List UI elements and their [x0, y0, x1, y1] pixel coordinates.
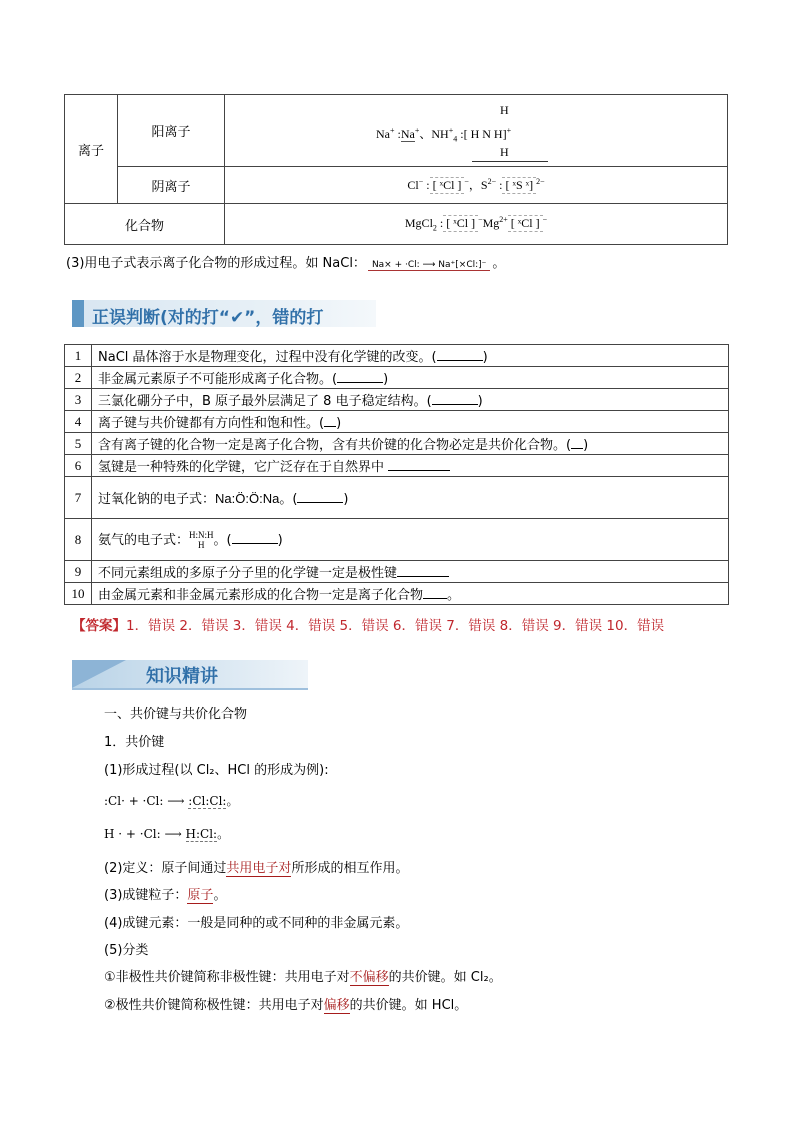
statement-1: NaCl 晶体溶于水是物理变化，过程中没有化学键的改变。( ) — [92, 345, 729, 367]
statement-9: 不同元素组成的多原子分子里的化学键一定是极性键 — [92, 561, 729, 583]
knowledge-line-polar: ②极性共价键简称极性键：共用电子对偏移的共价键。如 HCl。 — [104, 998, 468, 1013]
table-row: 1 NaCl 晶体溶于水是物理变化，过程中没有化学键的改变。( ) — [65, 345, 729, 367]
statement-10: 由金属元素和非金属元素形成的化合物一定是离子化合物 。 — [92, 583, 729, 605]
cation-formula: Na+ :Na+、$NH^+_4$ :[ H N H]+ H H — [225, 95, 728, 167]
true-false-section-title: 正误判断(对的打“✔”，错的打 — [92, 308, 324, 328]
knowledge-section-title: 知识精讲 — [146, 666, 218, 687]
ion-category-cell: 离子 — [65, 95, 118, 204]
cation-label: 阳离子 — [118, 95, 225, 167]
table-row: 8 氨气的电子式：H:N:H H 。( ) — [65, 519, 729, 561]
true-false-table — [64, 344, 729, 605]
knowledge-line-elements: (4)成键元素：一般是同种的或不同种的非金属元素。 — [104, 916, 409, 931]
knowledge-line-particles: (3)成键粒子：原子。 — [104, 888, 227, 903]
anion-formula: Cl− : [ ˣCl ] −，$S^{2-}$ : [ ˣS ˣ] $^{2-}$ — [225, 167, 728, 204]
ion-electron-formula-table — [64, 94, 728, 245]
heading-triangle-decoration — [72, 660, 126, 688]
knowledge-line-classification: (5)分类 — [104, 943, 149, 958]
compound-formula: MgCl$_2$ : [ ˣCl ] $^-Mg^{2+}$ [ ˣCl ] − — [225, 204, 728, 245]
answer-tag: 【答案】 — [72, 618, 126, 634]
compound-label: 化合物 — [65, 204, 225, 245]
statement-2: 非金属元素原子不可能形成离子化合物。( ) — [92, 367, 729, 389]
hcl-formation-equation: H · + ·Cl: ⟶ H:Cl:。 — [104, 827, 230, 841]
table-row: 10 由金属元素和非金属元素形成的化合物一定是离子化合物 。 — [65, 583, 729, 605]
knowledge-line-formation: (1)形成过程(以 Cl₂、HCl 的形成为例): — [104, 763, 329, 778]
table-row: 2 非金属元素原子不可能形成离子化合物。( ) — [65, 367, 729, 389]
table-row: 9 不同元素组成的多原子分子里的化学键一定是极性键 — [65, 561, 729, 583]
knowledge-heading-2: 1．共价键 — [104, 735, 165, 750]
table-row: 6 氢键是一种特殊的化学键，它广泛存在于自然界中 — [65, 455, 729, 477]
knowledge-line-nonpolar: ①非极性共价键简称非极性键：共用电子对不偏移的共价键。如 Cl₂。 — [104, 970, 502, 985]
statement-3: 三氯化硼分子中，B 原子最外层满足了 8 电子稳定结构。( ) — [92, 389, 729, 411]
knowledge-heading-1: 一、共价键与共价化合物 — [104, 707, 248, 722]
table-row: 3 三氯化硼分子中，B 原子最外层满足了 8 电子稳定结构。( ) — [65, 389, 729, 411]
anion-label: 阴离子 — [118, 167, 225, 204]
statement-8: 氨气的电子式：H:N:H H 。( ) — [92, 519, 729, 561]
table-row: 7 过氧化钠的电子式：Na:Ö:Ö:Na。( ) — [65, 477, 729, 519]
statement-4: 离子键与共价键都有方向性和饱和性。( ) — [92, 411, 729, 433]
table-row: 5 含有离子键的化合物一定是离子化合物，含有共价键的化合物必定是共价化合物。( ) — [65, 433, 729, 455]
statement-6: 氢键是一种特殊的化学键，它广泛存在于自然界中 — [92, 455, 729, 477]
statement-5: 含有离子键的化合物一定是离子化合物，含有共价键的化合物必定是共价化合物。( ) — [92, 433, 729, 455]
answer-line — [72, 614, 664, 634]
nacl-formation-equation: Na× + ·Cl: ⟶ Na⁺[×Cl:]⁻ — [368, 260, 490, 271]
formation-process-note: (3)用电子式表示离子化合物的形成过程。如 NaCl： Na× + ·Cl: ⟶ Na⁺[×Cl:]⁻ 。 — [66, 256, 506, 271]
statement-7: 过氧化钠的电子式：Na:Ö:Ö:Na。( ) — [92, 477, 729, 519]
true-false-section-heading — [72, 300, 376, 327]
answer-text: 1．错误 2．错误 3．错误 4．错误 5．错误 6．错误 7．错误 8．错误 9．错误 10．错误 — [126, 618, 665, 634]
knowledge-section-heading — [72, 660, 308, 690]
heading-accent-bar — [72, 300, 84, 327]
knowledge-line-definition: (2)定义：原子间通过共用电子对所形成的相互作用。 — [104, 861, 409, 876]
table-row: 4 离子键与共价键都有方向性和饱和性。( ) — [65, 411, 729, 433]
cl2-formation-equation: :Cl· + ·Cl: ⟶ :Cl:Cl:。 — [104, 794, 239, 808]
